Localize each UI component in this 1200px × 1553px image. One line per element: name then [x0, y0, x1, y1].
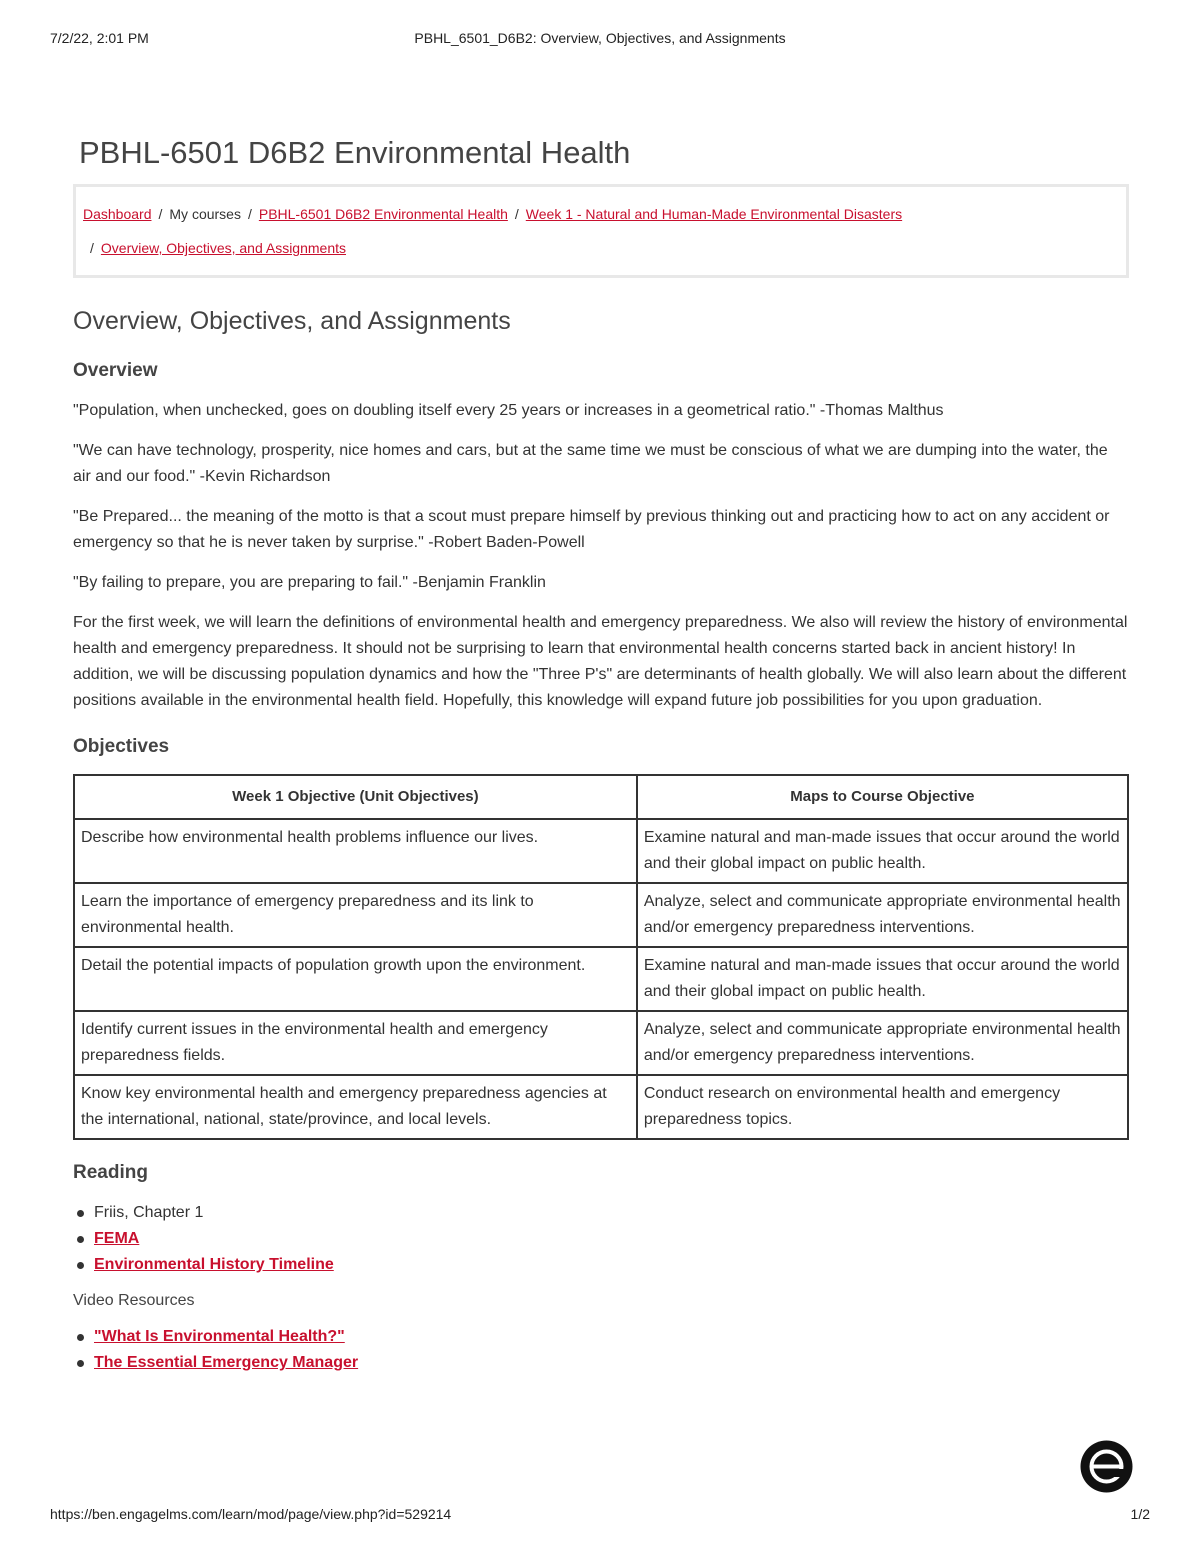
- quote-richardson: "We can have technology, prosperity, nice homes and cars, but at the same time we must be conscious of what we are dumping into the water, the air and our food." -Kevin Richardson: [73, 442, 1108, 485]
- print-footer: [50, 1506, 1150, 1524]
- table-cell: Conduct research on environmental health and emergency preparedness topics.: [637, 1075, 1128, 1139]
- table-row: [74, 1075, 1128, 1139]
- print-header: [50, 30, 1150, 48]
- engage-logo-icon[interactable]: [1080, 1440, 1133, 1493]
- overview-heading: Overview: [73, 360, 158, 381]
- breadcrumb-course-link[interactable]: PBHL-6501 D6B2 Environmental Health: [258, 206, 508, 222]
- objectives-table: [73, 774, 1129, 1140]
- table-header-row: [74, 775, 1128, 819]
- page-number: 1/2: [1130, 1506, 1150, 1522]
- list-item: [77, 1226, 1129, 1252]
- table-cell: Describe how environmental health problems influence our lives.: [74, 819, 637, 883]
- list-item: [77, 1324, 1129, 1350]
- table-row: [74, 883, 1128, 947]
- video-list: [73, 1324, 1129, 1376]
- print-url: https://ben.engagelms.com/learn/mod/page/view.php?id=529214: [50, 1506, 452, 1522]
- table-cell: Learn the importance of emergency preparedness and its link to environmental health.: [74, 883, 637, 947]
- breadcrumb-page-link[interactable]: Overview, Objectives, and Assignments: [100, 240, 346, 256]
- breadcrumb-separator: /: [247, 206, 252, 222]
- main-content: [73, 132, 1129, 1376]
- table-row: [74, 1011, 1128, 1075]
- breadcrumb: [73, 184, 1129, 278]
- breadcrumb-separator: /: [90, 240, 94, 256]
- reading-list: [73, 1200, 1129, 1278]
- column-header-unit-objective: Week 1 Objective (Unit Objectives): [74, 775, 637, 819]
- breadcrumb-separator: /: [514, 206, 519, 222]
- table-cell: Analyze, select and communicate appropriate environmental health and/or emergency preparedness interventions.: [637, 883, 1128, 947]
- quote-baden-powell: "Be Prepared... the meaning of the motto is that a scout must prepare himself by previous thinking out and practicing how to act on any accident or emergency so that he is never taken by surprise." -Robert Baden-Powell: [73, 508, 1110, 551]
- quote-malthus: "Population, when unchecked, goes on doubling itself every 25 years or increases in a geometrical ratio." -Thomas Malthus: [73, 402, 944, 419]
- column-header-course-objective: Maps to Course Objective: [637, 775, 1128, 819]
- overview-paragraph: For the first week, we will learn the definitions of environmental health and emergency preparedness. We also will review the history of environmental health and emergency preparedness. It should not be surprising to learn that environmental health concerns started back in ancient history! In addition, we will be discussing population dynamics and how the "Three P's" are determinants of health globally. We will also learn about the different positions available in the environmental health field. Hopefully, this knowledge will expand future job possibilities for you upon graduation.: [73, 614, 1128, 709]
- table-cell: Know key environmental health and emergency preparedness agencies at the international, national, state/province, and local levels.: [74, 1075, 637, 1139]
- table-cell: Analyze, select and communicate appropriate environmental health and/or emergency preparedness interventions.: [637, 1011, 1128, 1075]
- breadcrumb-line-2: [83, 231, 1119, 265]
- print-doc-title: PBHL_6501_D6B2: Overview, Objectives, and Assignments: [414, 30, 786, 46]
- breadcrumb-separator: /: [158, 206, 163, 222]
- table-row: [74, 947, 1128, 1011]
- table-cell: Examine natural and man-made issues that occur around the world and their global impact on public health.: [637, 947, 1128, 1011]
- table-row: [74, 819, 1128, 883]
- what-is-environmental-health-link[interactable]: "What Is Environmental Health?": [94, 1328, 345, 1345]
- page-heading: Overview, Objectives, and Assignments: [73, 307, 511, 335]
- breadcrumb-my-courses: My courses: [169, 206, 241, 222]
- environmental-history-timeline-link[interactable]: Environmental History Timeline: [94, 1256, 334, 1273]
- video-resources-label: Video Resources: [73, 1292, 195, 1309]
- breadcrumb-dashboard-link[interactable]: Dashboard: [83, 206, 152, 222]
- table-cell: Detail the potential impacts of population growth upon the environment.: [74, 947, 637, 1011]
- quote-franklin: "By failing to prepare, you are preparing to fail." -Benjamin Franklin: [73, 574, 546, 591]
- list-item: [77, 1350, 1129, 1376]
- course-title: PBHL-6501 D6B2 Environmental Health: [79, 135, 631, 170]
- table-cell: Examine natural and man-made issues that occur around the world and their global impact on public health.: [637, 819, 1128, 883]
- fema-link[interactable]: FEMA: [94, 1230, 140, 1247]
- objectives-heading: Objectives: [73, 736, 170, 757]
- reading-item-friis: Friis, Chapter 1: [94, 1204, 204, 1221]
- essential-emergency-manager-link[interactable]: The Essential Emergency Manager: [94, 1354, 359, 1371]
- table-cell: Identify current issues in the environmental health and emergency preparedness fields.: [74, 1011, 637, 1075]
- breadcrumb-week-link[interactable]: Week 1 - Natural and Human-Made Environmental Disasters: [525, 206, 903, 222]
- reading-heading: Reading: [73, 1162, 148, 1183]
- list-item: [77, 1252, 1129, 1278]
- breadcrumb-line-1: [83, 197, 1119, 231]
- list-item: [77, 1200, 1129, 1226]
- print-date: 7/2/22, 2:01 PM: [50, 30, 149, 46]
